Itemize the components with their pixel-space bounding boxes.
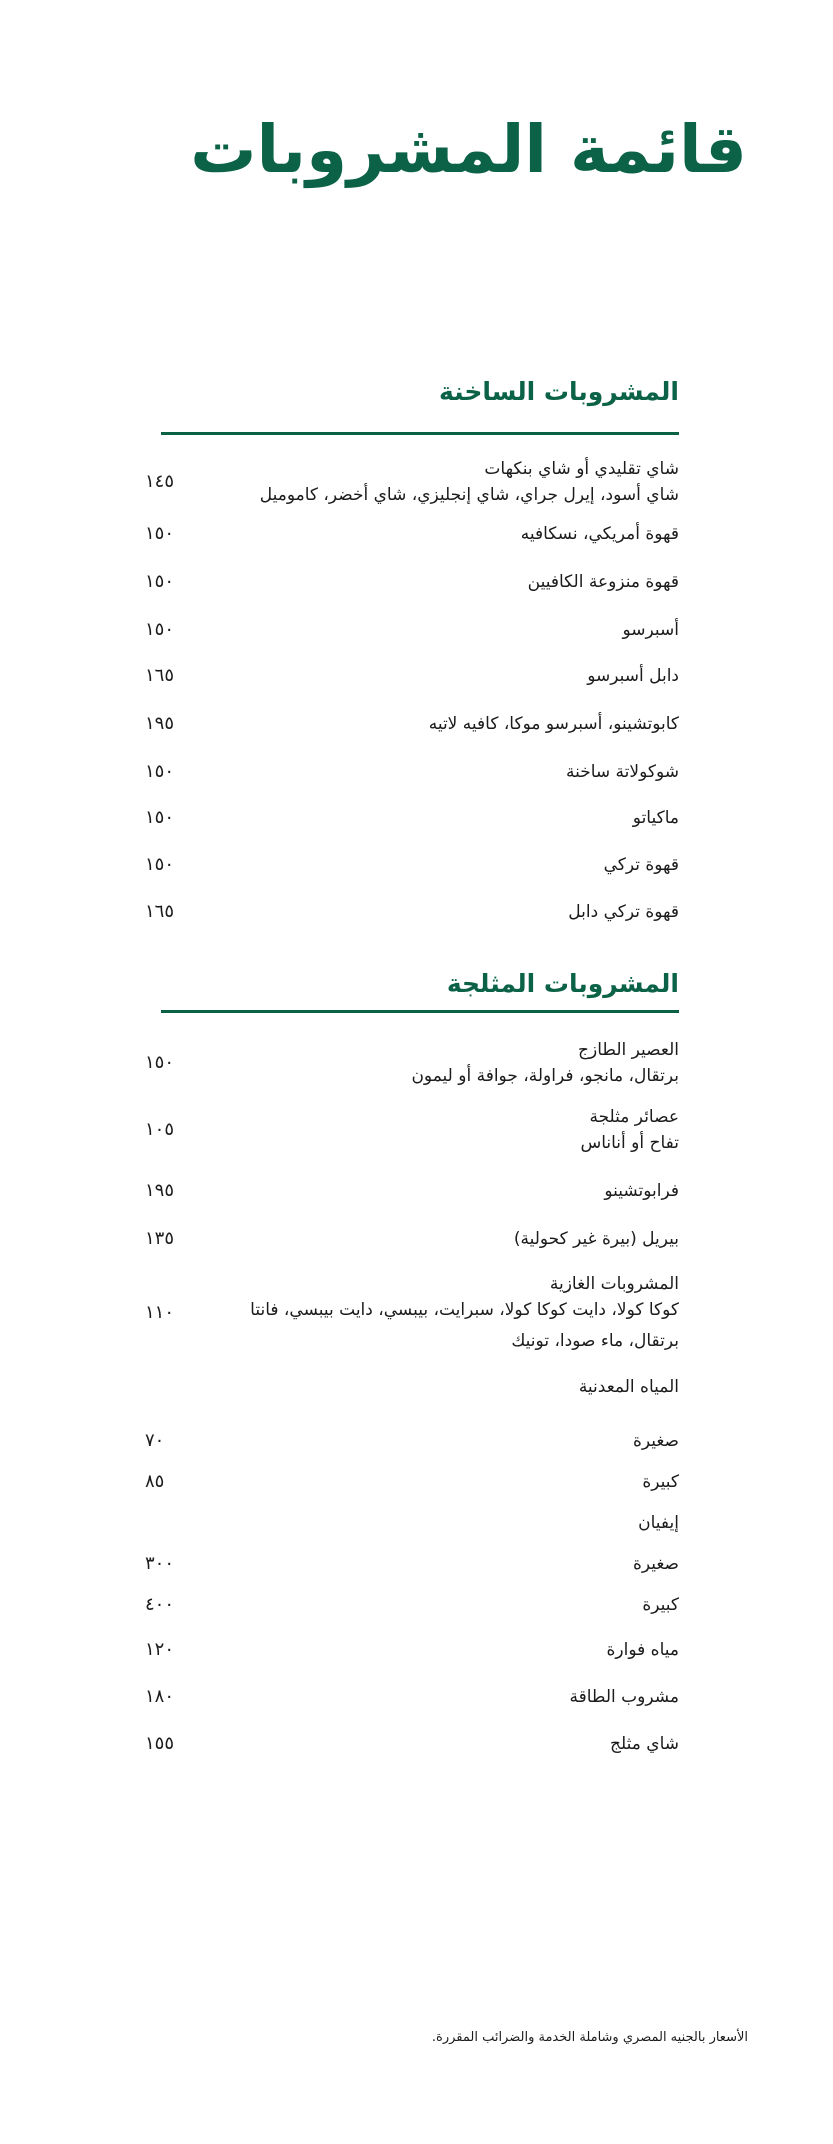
- item-name: العصير الطازج: [578, 1040, 679, 1060]
- item-price: ١٨٠: [145, 1686, 175, 1707]
- section-divider: [161, 1010, 679, 1013]
- item-price: ١١٠: [145, 1301, 175, 1323]
- item-name: شاي مثلج: [610, 1734, 679, 1754]
- item-name: كابوتشينو، أسبرسو موكا، كافيه لاتيه: [428, 714, 679, 734]
- item-description: برتقال، ماء صودا، تونيك: [511, 1331, 679, 1351]
- item-price: ٨٥: [145, 1471, 165, 1492]
- item-price: ٣٠٠: [145, 1553, 175, 1574]
- item-name: المياه المعدنية: [578, 1377, 679, 1397]
- item-name: إيفيان: [638, 1513, 679, 1533]
- item-name: صغيرة: [632, 1431, 679, 1451]
- item-price: ١٥٠: [145, 854, 175, 875]
- item-name: شوكولاتة ساخنة: [565, 762, 679, 782]
- item-price: ١٤٥: [145, 471, 175, 492]
- item-name: عصائر مثلجة: [589, 1107, 679, 1127]
- item-name: شاي تقليدي أو شاي بنكهات: [484, 459, 679, 479]
- item-description: برتقال، مانجو، فراولة، جوافة أو ليمون: [411, 1066, 679, 1086]
- item-name: فرابوتشينو: [604, 1181, 679, 1201]
- item-description: تفاح أو أناناس: [580, 1133, 679, 1153]
- item-name: كبيرة: [642, 1595, 679, 1615]
- item-price: ١٥٠: [145, 807, 175, 828]
- item-name: أسبرسو: [622, 620, 679, 640]
- item-name: قهوة تركي: [603, 855, 679, 875]
- item-name: صغيرة: [632, 1554, 679, 1574]
- item-description: كوكا كولا، دايت كوكا كولا، سبرايت، بيبسي، دايت بيبسي، فانتا: [250, 1300, 679, 1320]
- item-price: ٤٠٠: [145, 1594, 175, 1615]
- item-description: شاي أسود، إيرل جراي، شاي إنجليزي، شاي أخضر، كاموميل: [259, 485, 679, 505]
- item-name: دابل أسبرسو: [587, 666, 679, 686]
- item-name: قهوة منزوعة الكافيين: [527, 572, 679, 592]
- item-name: بيريل (بيرة غير كحولية): [513, 1229, 679, 1249]
- section-heading: المشروبات الساخنة: [438, 377, 679, 406]
- item-price: ١٦٥: [145, 901, 175, 922]
- item-price: ١٩٥: [145, 713, 175, 734]
- item-price: ١٥٠: [145, 761, 175, 782]
- section-heading: المشروبات المثلجة: [446, 969, 679, 998]
- item-name: مياه فوارة: [606, 1640, 679, 1660]
- item-price: ١٥٠: [145, 619, 175, 640]
- item-price: ١٢٠: [145, 1639, 175, 1660]
- item-name: كبيرة: [642, 1472, 679, 1492]
- item-price: ١٥٠: [145, 1052, 175, 1073]
- section-divider: [161, 432, 679, 435]
- footnote: الأسعار بالجنيه المصري وشاملة الخدمة والضرائب المقررة.: [431, 2030, 748, 2045]
- item-name: مشروب الطاقة: [569, 1687, 679, 1707]
- item-price: ١٥٠: [145, 523, 175, 544]
- item-name: ماكياتو: [632, 808, 679, 828]
- item-price: ١٦٥: [145, 665, 175, 686]
- item-price: ١٠٥: [145, 1119, 175, 1140]
- item-name: المشروبات الغازية: [549, 1274, 679, 1294]
- item-price: ٧٠: [145, 1430, 165, 1451]
- item-name: قهوة أمريكي، نسكافيه: [520, 524, 679, 544]
- item-price: ١٥٠: [145, 571, 175, 592]
- item-price: ١٣٥: [145, 1228, 175, 1249]
- page-title: قائمة المشروبات: [190, 111, 747, 188]
- item-price: ١٥٥: [145, 1733, 175, 1754]
- item-name: قهوة تركي دابل: [568, 902, 679, 922]
- item-price: ١٩٥: [145, 1180, 175, 1201]
